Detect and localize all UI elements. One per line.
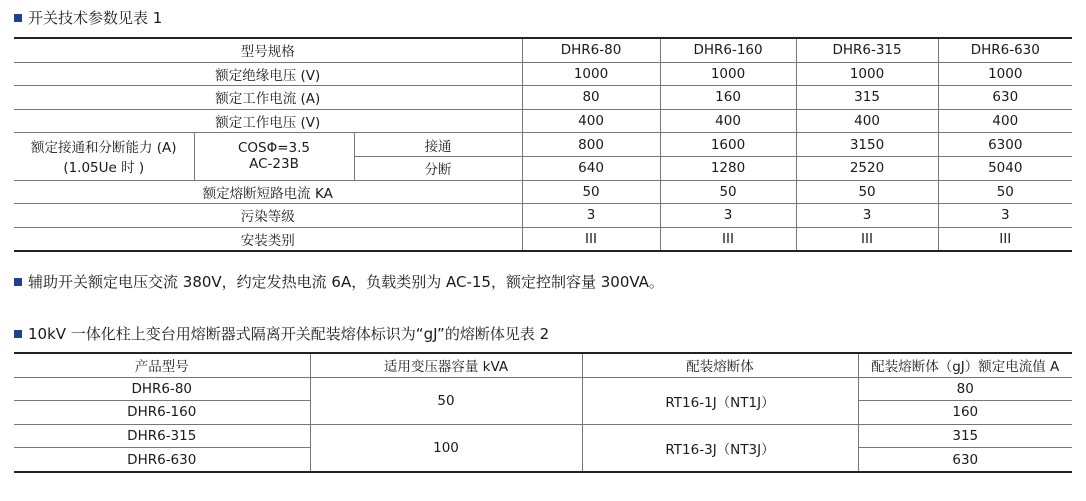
capacity-cell: 100 <box>310 424 582 472</box>
table-cell: 160 <box>660 86 796 110</box>
table-cell: III <box>660 227 796 251</box>
table-cell: 50 <box>660 180 796 204</box>
header-cell: DHR6-630 <box>938 38 1072 62</box>
table-cell: 630 <box>938 86 1072 110</box>
table-cell: 1000 <box>796 62 938 86</box>
table-cell: III <box>796 227 938 251</box>
table-cell: 50 <box>522 180 660 204</box>
header-cell: 配装熔断体 <box>582 353 858 377</box>
rated-current-cell: 315 <box>858 424 1072 448</box>
table1-heading <box>14 8 162 28</box>
table-cell: 3 <box>796 204 938 228</box>
table-cell: 1000 <box>660 62 796 86</box>
table-cell: 80 <box>522 86 660 110</box>
table-cell: 1600 <box>660 133 796 157</box>
table-row <box>14 62 1072 86</box>
table-row <box>14 38 1072 62</box>
model-cell: DHR6-630 <box>14 448 310 472</box>
capacity-condition-line2: AC-23B <box>249 156 299 173</box>
table-cell: 3 <box>522 204 660 228</box>
table-cell: 640 <box>522 156 660 180</box>
capacity-cell: 50 <box>310 377 582 424</box>
table2-heading-text: 10kV 一体化柱上变台用熔断器式隔离开关配装熔体标识为“gJ”的熔断体见表 2 <box>28 325 550 343</box>
table-cell: 400 <box>522 109 660 133</box>
table-cell: 50 <box>938 180 1072 204</box>
header-cell: 产品型号 <box>14 353 310 377</box>
table-cell: 400 <box>796 109 938 133</box>
fuse-link-table <box>14 352 1072 473</box>
table-cell: III <box>938 227 1072 251</box>
header-cell: DHR6-160 <box>660 38 796 62</box>
make-label: 接通 <box>354 133 522 157</box>
break-label: 分断 <box>354 156 522 180</box>
auxiliary-switch-note <box>14 272 664 292</box>
row-label: 额定绝缘电压 (V) <box>14 62 522 86</box>
fuse-cell: RT16-1J（NT1J） <box>582 377 858 424</box>
table-cell: 1000 <box>522 62 660 86</box>
table-cell: 400 <box>938 109 1072 133</box>
table-cell: 2520 <box>796 156 938 180</box>
table-row <box>14 180 1072 204</box>
table-row <box>14 377 1072 401</box>
switch-parameters-table <box>14 37 1072 252</box>
model-cell: DHR6-315 <box>14 424 310 448</box>
rated-current-cell: 630 <box>858 448 1072 472</box>
table1-heading-text: 开关技术参数见表 1 <box>28 9 163 27</box>
table-cell: 3 <box>938 204 1072 228</box>
table-row <box>14 227 1072 251</box>
row-label: 安装类别 <box>14 227 522 251</box>
row-label: 污染等级 <box>14 204 522 228</box>
square-bullet-icon <box>14 278 22 286</box>
header-cell: DHR6-315 <box>796 38 938 62</box>
table-row <box>14 109 1072 133</box>
model-cell: DHR6-80 <box>14 377 310 401</box>
header-cell: DHR6-80 <box>522 38 660 62</box>
capacity-condition-line1: COSΦ=3.5 <box>237 140 311 157</box>
square-bullet-icon <box>14 330 22 338</box>
table-cell: 5040 <box>938 156 1072 180</box>
table-cell: 50 <box>796 180 938 204</box>
note-text: 辅助开关额定电压交流 380V，约定发热电流 6A，负载类别为 AC-15，额定控制容量 300VA。 <box>28 273 664 291</box>
table-row <box>14 86 1072 110</box>
table-row <box>14 353 1072 377</box>
model-cell: DHR6-160 <box>14 401 310 425</box>
capacity-label <box>14 133 194 180</box>
capacity-label-line1: 额定接通和分断能力 (A) <box>30 140 177 157</box>
table-row <box>14 424 1072 448</box>
table2-heading <box>14 324 549 344</box>
table-cell: III <box>522 227 660 251</box>
capacity-condition <box>194 133 354 180</box>
fuse-cell: RT16-3J（NT3J） <box>582 424 858 472</box>
header-cell: 配装熔断体（gJ）额定电流值 A <box>858 353 1072 377</box>
table-cell: 315 <box>796 86 938 110</box>
table-cell: 3150 <box>796 133 938 157</box>
capacity-label-line2: (1.05Ue 时 ) <box>63 160 145 177</box>
table-cell: 1280 <box>660 156 796 180</box>
row-label: 额定熔断短路电流 KA <box>14 180 522 204</box>
table-cell: 800 <box>522 133 660 157</box>
table-row <box>14 133 1072 157</box>
table-cell: 3 <box>660 204 796 228</box>
rated-current-cell: 80 <box>858 377 1072 401</box>
table-cell: 1000 <box>938 62 1072 86</box>
header-cell: 适用变压器容量 kVA <box>310 353 582 377</box>
header-cell: 型号规格 <box>14 38 522 62</box>
table-cell: 400 <box>660 109 796 133</box>
row-label: 额定工作电压 (V) <box>14 109 522 133</box>
rated-current-cell: 160 <box>858 401 1072 425</box>
square-bullet-icon <box>14 14 22 22</box>
table-row <box>14 204 1072 228</box>
table-cell: 6300 <box>938 133 1072 157</box>
row-label: 额定工作电流 (A) <box>14 86 522 110</box>
